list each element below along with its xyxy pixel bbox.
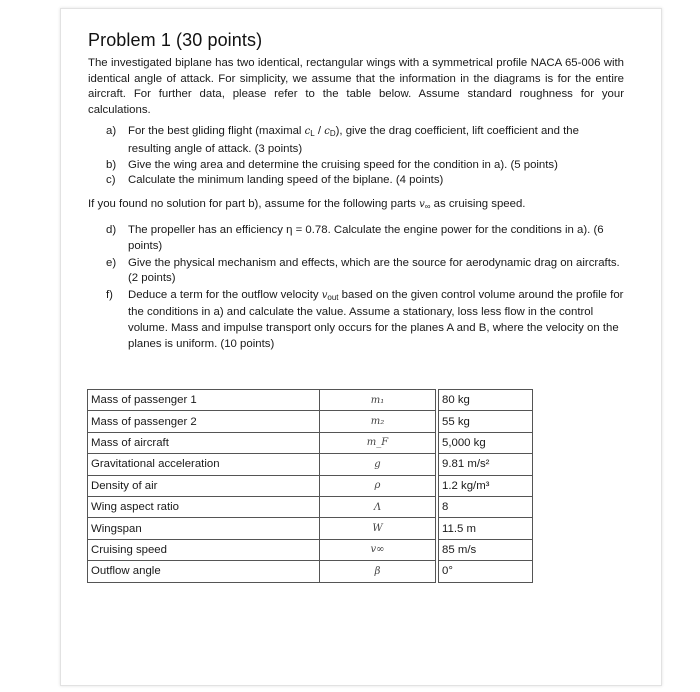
row-name: Wing aspect ratio bbox=[88, 496, 320, 517]
math-symbol: v bbox=[419, 198, 425, 210]
row-symbol: W bbox=[320, 518, 436, 539]
question-e bbox=[106, 256, 624, 287]
math-subscript: L bbox=[310, 129, 315, 139]
question-text: Give the physical mechanism and effects, which are the source for aerodynamic drag on aircrafts. (2 points) bbox=[128, 256, 620, 285]
question-text-part: ), give the drag coefficient, lift coefficient and the resulting angle of attack. (3 points) bbox=[128, 125, 579, 155]
question-b bbox=[106, 158, 624, 174]
row-value: 5,000 kg bbox=[439, 432, 533, 453]
table-row bbox=[88, 411, 533, 432]
question-list bbox=[88, 124, 624, 188]
table-row bbox=[88, 475, 533, 496]
row-symbol: m₂ bbox=[320, 411, 436, 432]
row-symbol: m_F bbox=[320, 432, 436, 453]
row-name: Outflow angle bbox=[88, 561, 320, 582]
row-value: 55 kg bbox=[439, 411, 533, 432]
question-text-part: Deduce a term for the outflow velocity bbox=[128, 288, 322, 301]
row-value: 8 bbox=[439, 496, 533, 517]
question-text-part: based on the given control volume around the profile for the conditions in a) and calculate the value. Assume a stationary, loss less flow in the control volume. Mass and impulse transport only occurs for the planes A and B, where the velocity on the planes is uniform. (10 points) bbox=[128, 288, 624, 350]
table-row bbox=[88, 539, 533, 560]
math-symbol: c bbox=[324, 126, 330, 138]
table-row bbox=[88, 454, 533, 475]
question-marker: f) bbox=[106, 288, 113, 301]
row-symbol: Λ bbox=[320, 496, 436, 517]
math-symbol: c bbox=[304, 126, 311, 138]
table-row bbox=[88, 518, 533, 539]
question-marker: e) bbox=[106, 256, 117, 269]
question-marker: b) bbox=[106, 158, 117, 171]
table-row bbox=[88, 390, 533, 411]
question-c bbox=[106, 173, 624, 189]
row-value: 1.2 kg/m³ bbox=[439, 475, 533, 496]
row-value: 0° bbox=[439, 561, 533, 582]
question-marker: d) bbox=[106, 224, 117, 237]
question-text: The propeller has an efficiency η = 0.78. Calculate the engine power for the conditions in a). (6 points) bbox=[128, 224, 604, 252]
question-text: Calculate the minimum landing speed of the biplane. (4 points) bbox=[128, 174, 444, 187]
row-value: 9.81 m/s² bbox=[439, 454, 533, 475]
row-symbol: v∞ bbox=[320, 539, 436, 560]
row-symbol: β bbox=[320, 561, 436, 582]
table-row bbox=[88, 561, 533, 582]
row-value: 85 m/s bbox=[439, 539, 533, 560]
row-name: Cruising speed bbox=[88, 539, 320, 560]
problem-content bbox=[88, 30, 624, 353]
row-symbol: ρ bbox=[320, 475, 436, 496]
math-subscript: ∞ bbox=[424, 201, 431, 211]
question-text-part: For the best gliding flight (maximal bbox=[128, 125, 305, 138]
problem-intro: The investigated biplane has two identical, rectangular wings with a symmetrical profile NACA 65-006 with identical angle of attack. For simplicity, we assume that the information in the diagrams is for the entire aircraft. For further data, please refer to the table below. Assume standard roughness for your calculations. bbox=[88, 57, 624, 116]
row-value: 11.5 m bbox=[439, 518, 533, 539]
row-name: Gravitational acceleration bbox=[88, 454, 320, 475]
math-subscript: out bbox=[327, 292, 339, 302]
fallback-text-part: If you found no solution for part b), assume for the following parts bbox=[88, 197, 420, 210]
row-name: Mass of passenger 1 bbox=[88, 390, 320, 411]
problem-title: Problem 1 (30 points) bbox=[88, 30, 263, 50]
math-symbol: v bbox=[321, 289, 328, 301]
question-d bbox=[106, 223, 624, 254]
question-marker: c) bbox=[106, 174, 116, 187]
math-subscript: D bbox=[329, 129, 336, 139]
row-name: Mass of aircraft bbox=[88, 432, 320, 453]
table-row bbox=[88, 432, 533, 453]
question-a bbox=[106, 124, 624, 157]
fallback-note bbox=[88, 197, 624, 215]
row-name: Mass of passenger 2 bbox=[88, 411, 320, 432]
row-symbol: m₁ bbox=[320, 390, 436, 411]
row-name: Wingspan bbox=[88, 518, 320, 539]
table-row bbox=[88, 496, 533, 517]
question-text-part: / bbox=[314, 125, 325, 138]
question-marker: a) bbox=[106, 125, 117, 138]
fallback-text-part: as cruising speed. bbox=[430, 197, 526, 210]
question-text: Give the wing area and determine the cruising speed for the condition in a). (5 points) bbox=[128, 158, 558, 171]
row-name: Density of air bbox=[88, 475, 320, 496]
question-f bbox=[106, 288, 624, 352]
question-list-2 bbox=[88, 223, 624, 352]
row-symbol: g bbox=[320, 454, 436, 475]
data-table bbox=[87, 389, 533, 583]
row-value: 80 kg bbox=[439, 390, 533, 411]
